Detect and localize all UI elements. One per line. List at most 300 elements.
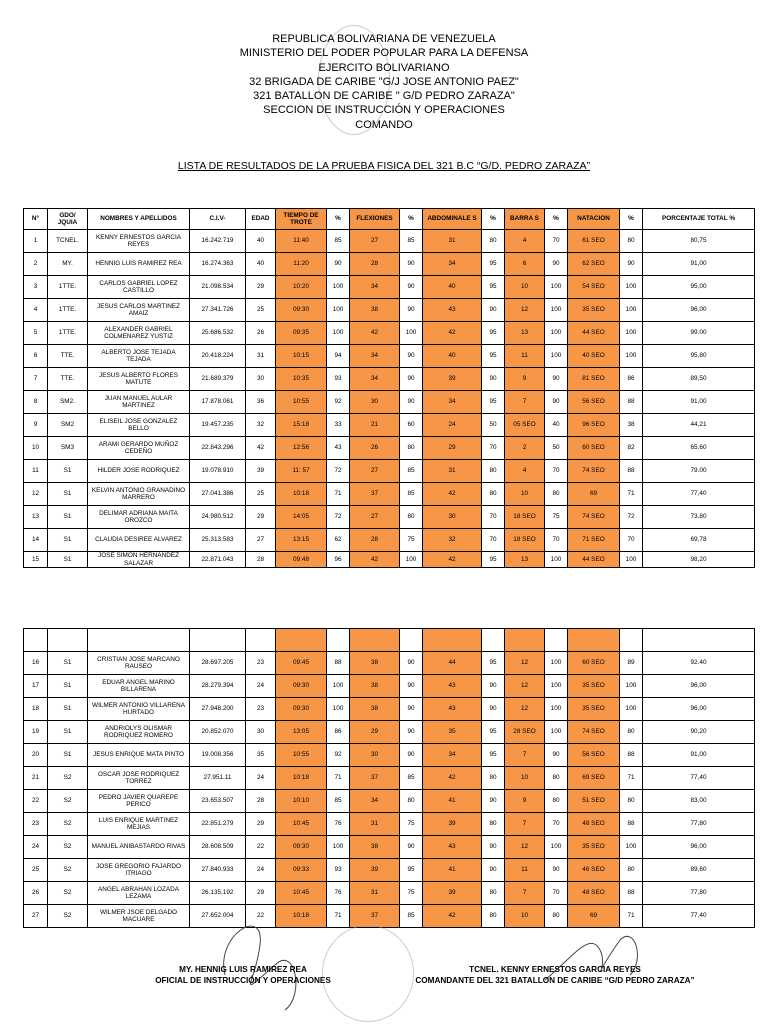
cell-situps: 34 — [423, 253, 482, 276]
cell-total-pct: 77,80 — [643, 882, 755, 905]
cell-swim: 44 SEO — [568, 322, 620, 345]
cell-pullups-pct: 70 — [545, 460, 568, 483]
cell-situps-pct: 80 — [482, 882, 505, 905]
cell-civ: 22.843.296 — [190, 437, 246, 460]
cell-pushups: 38 — [350, 675, 400, 698]
cell-swim: 69 SEO — [568, 767, 620, 790]
cell-pullups-pct: 100 — [545, 299, 568, 322]
cell-no: 8 — [24, 391, 48, 414]
cell-situps: 34 — [423, 391, 482, 414]
cell-age: 36 — [246, 391, 276, 414]
cell-pushups: 26 — [350, 437, 400, 460]
cell-pullups: 9 — [505, 790, 545, 813]
signer-role-right: COMANDANTE DEL 321 BATALLON DE CARIBE “G/D PEDRO ZARAZA” — [415, 975, 695, 985]
cell-pushups-pct: 80 — [400, 790, 423, 813]
cell-age: 24 — [246, 859, 276, 882]
cell-civ: 17.878.061 — [190, 391, 246, 414]
cell-pushups: 27 — [350, 230, 400, 253]
cell-swim-pct: 38 — [620, 414, 643, 437]
header-run-pct: % — [327, 209, 350, 230]
cell-swim-pct: 100 — [620, 675, 643, 698]
cell-swim-pct: 80 — [620, 230, 643, 253]
cell-rank: S1 — [48, 529, 88, 552]
cell-pullups-pct: 70 — [545, 230, 568, 253]
cell-run-pct: 94 — [327, 345, 350, 368]
cell-name: WILMER ANTONIO VILLARENA HURTADO — [88, 698, 190, 721]
cell-situps: 42 — [423, 322, 482, 345]
cell-civ: 22.851.279 — [190, 813, 246, 836]
header-civ: C.I.V- — [190, 209, 246, 230]
cell-swim: 81 SEO — [568, 368, 620, 391]
cell-swim: 60 SEO — [568, 437, 620, 460]
cell-situps-pct: 90 — [482, 859, 505, 882]
cell-pullups: 7 — [505, 391, 545, 414]
table-row — [24, 437, 755, 460]
cell-run-pct: 76 — [327, 882, 350, 905]
cell-pushups: 29 — [350, 721, 400, 744]
table-row — [24, 767, 755, 790]
cell-situps-pct: 95 — [482, 744, 505, 767]
cell-civ: 19.078.910 — [190, 460, 246, 483]
header-empty-cell — [423, 629, 482, 652]
cell-no: 27 — [24, 905, 48, 928]
cell-situps: 39 — [423, 368, 482, 391]
cell-total-pct: 69,78 — [643, 529, 755, 552]
cell-name: JOSE SIMON HERNANDEZ SALAZAR — [88, 552, 190, 568]
table-row — [24, 744, 755, 767]
table-row — [24, 391, 755, 414]
table-row — [24, 529, 755, 552]
cell-pushups-pct: 90 — [400, 744, 423, 767]
cell-situps: 32 — [423, 529, 482, 552]
cell-no: 10 — [24, 437, 48, 460]
cell-pullups: 7 — [505, 744, 545, 767]
cell-situps-pct: 95 — [482, 276, 505, 299]
cell-swim-pct: 71 — [620, 905, 643, 928]
header-empty-cell — [190, 629, 246, 652]
cell-civ: 27.652.004 — [190, 905, 246, 928]
header-swim-pct: % — [620, 209, 643, 230]
cell-situps: 29 — [423, 437, 482, 460]
cell-situps: 24 — [423, 414, 482, 437]
cell-pullups: 12 — [505, 675, 545, 698]
cell-run-time: 09:45 — [276, 652, 327, 675]
cell-situps-pct: 70 — [482, 529, 505, 552]
cell-pullups: 11 — [505, 859, 545, 882]
cell-run-pct: 100 — [327, 276, 350, 299]
cell-swim-pct: 71 — [620, 767, 643, 790]
cell-pushups-pct: 95 — [400, 859, 423, 882]
cell-pushups: 34 — [350, 790, 400, 813]
cell-pushups: 39 — [350, 859, 400, 882]
cell-pullups: 12 — [505, 299, 545, 322]
cell-pushups-pct: 90 — [400, 345, 423, 368]
cell-swim-pct: 88 — [620, 460, 643, 483]
cell-swim: 35 SEO — [568, 675, 620, 698]
table-header-row-empty — [24, 629, 755, 652]
cell-age: 25 — [246, 299, 276, 322]
header-line: 32 BRIGADA DE CARIBE "G/J JOSE ANTONIO PAEZ" — [249, 75, 519, 88]
header-empty-cell — [400, 629, 423, 652]
header-empty-cell — [505, 629, 545, 652]
cell-swim-pct: 89 — [620, 652, 643, 675]
cell-swim: 62 SEO — [568, 253, 620, 276]
cell-swim: 56 SEO — [568, 744, 620, 767]
table-row — [24, 698, 755, 721]
cell-situps-pct: 95 — [482, 552, 505, 568]
cell-no: 1 — [24, 230, 48, 253]
cell-swim-pct: 70 — [620, 529, 643, 552]
cell-pushups: 38 — [350, 652, 400, 675]
header-pushups: FLEXIONES — [350, 209, 400, 230]
cell-pushups: 31 — [350, 813, 400, 836]
header-empty-cell — [643, 629, 755, 652]
cell-no: 3 — [24, 276, 48, 299]
cell-pushups-pct: 85 — [400, 460, 423, 483]
cell-situps-pct: 90 — [482, 368, 505, 391]
cell-swim: 96 SEO — [568, 414, 620, 437]
cell-swim: 48 SEO — [568, 813, 620, 836]
header-line: EJERCITO BOLIVARIANO — [318, 61, 450, 74]
cell-age: 23 — [246, 698, 276, 721]
header-empty-cell — [48, 629, 88, 652]
header-name: NOMBRES Y APELLIDOS — [88, 209, 190, 230]
cell-swim: 71 SEO — [568, 529, 620, 552]
cell-run-time: 09:30 — [276, 299, 327, 322]
cell-total-pct: 90,20 — [643, 721, 755, 744]
cell-swim-pct: 88 — [620, 813, 643, 836]
cell-swim-pct: 100 — [620, 299, 643, 322]
cell-swim-pct: 80 — [620, 790, 643, 813]
cell-age: 31 — [246, 345, 276, 368]
cell-pullups: 12 — [505, 698, 545, 721]
cell-pullups: 12 — [505, 652, 545, 675]
header-pullups-pct: % — [545, 209, 568, 230]
cell-name: MANUEL ANIBASTARDO RIVAS — [88, 836, 190, 859]
signer-role-left: OFICIAL DE INSTRUCCIÓN Y OPERACIONES — [155, 975, 331, 985]
cell-pushups-pct: 80 — [400, 506, 423, 529]
cell-age: 24 — [246, 767, 276, 790]
cell-pushups: 37 — [350, 767, 400, 790]
cell-run-pct: 92 — [327, 391, 350, 414]
cell-pullups: 28 SEO — [505, 721, 545, 744]
header-no: N° — [24, 209, 48, 230]
cell-pullups-pct: 90 — [545, 253, 568, 276]
cell-pullups-pct: 100 — [545, 675, 568, 698]
cell-no: 25 — [24, 859, 48, 882]
cell-rank: S2 — [48, 790, 88, 813]
cell-run-time: 13:05 — [276, 721, 327, 744]
cell-pullups: 18 SEO — [505, 529, 545, 552]
cell-situps: 31 — [423, 230, 482, 253]
cell-no: 16 — [24, 652, 48, 675]
cell-situps-pct: 80 — [482, 460, 505, 483]
cell-run-pct: 33 — [327, 414, 350, 437]
cell-pullups-pct: 100 — [545, 552, 568, 568]
cell-civ: 28.608.509 — [190, 836, 246, 859]
cell-swim: 61 SEO — [568, 230, 620, 253]
cell-age: 27 — [246, 529, 276, 552]
cell-situps-pct: 80 — [482, 813, 505, 836]
cell-situps: 40 — [423, 276, 482, 299]
results-table-2 — [23, 628, 755, 928]
cell-no: 26 — [24, 882, 48, 905]
cell-situps: 43 — [423, 836, 482, 859]
cell-total-pct: 91,00 — [643, 744, 755, 767]
cell-run-time: 10:18 — [276, 483, 327, 506]
cell-no: 13 — [24, 506, 48, 529]
cell-civ: 25.313.583 — [190, 529, 246, 552]
cell-pullups-pct: 80 — [545, 905, 568, 928]
cell-pullups-pct: 100 — [545, 345, 568, 368]
table-row — [24, 230, 755, 253]
cell-pushups: 38 — [350, 698, 400, 721]
header-rank: GDO/ JQUIA — [48, 209, 88, 230]
cell-rank: 1TTE. — [48, 299, 88, 322]
cell-no: 7 — [24, 368, 48, 391]
cell-situps-pct: 95 — [482, 345, 505, 368]
cell-pullups: 2 — [505, 437, 545, 460]
header-line: COMANDO — [355, 118, 413, 131]
cell-pushups-pct: 90 — [400, 276, 423, 299]
table-row — [24, 483, 755, 506]
cell-rank: S1 — [48, 483, 88, 506]
cell-pullups-pct: 90 — [545, 368, 568, 391]
cell-name: CLAUDIA DESIREE ALVAREZ — [88, 529, 190, 552]
cell-run-time: 09:30 — [276, 675, 327, 698]
cell-age: 42 — [246, 437, 276, 460]
cell-run-pct: 93 — [327, 368, 350, 391]
table-row — [24, 253, 755, 276]
cell-situps-pct: 95 — [482, 721, 505, 744]
cell-rank: S2 — [48, 813, 88, 836]
header-empty-cell — [88, 629, 190, 652]
cell-pullups: 10 — [505, 276, 545, 299]
cell-swim-pct: 80 — [620, 859, 643, 882]
cell-pushups: 38 — [350, 299, 400, 322]
table-row — [24, 905, 755, 928]
cell-situps-pct: 50 — [482, 414, 505, 437]
table-row — [24, 506, 755, 529]
cell-pullups-pct: 70 — [545, 813, 568, 836]
table-row — [24, 652, 755, 675]
cell-pullups-pct: 70 — [545, 882, 568, 905]
cell-name: ANDRIOLYS OLISMAR RODRIQUEZ ROMERO — [88, 721, 190, 744]
cell-pullups-pct: 80 — [545, 483, 568, 506]
header-empty-cell — [350, 629, 400, 652]
cell-civ: 16.242.719 — [190, 230, 246, 253]
cell-situps-pct: 70 — [482, 506, 505, 529]
cell-pushups: 34 — [350, 276, 400, 299]
cell-run-pct: 100 — [327, 299, 350, 322]
cell-swim-pct: 82 — [620, 437, 643, 460]
cell-total-pct: 83,00 — [643, 790, 755, 813]
cell-pushups: 34 — [350, 345, 400, 368]
cell-rank: TTE. — [48, 345, 88, 368]
cell-rank: S1 — [48, 675, 88, 698]
cell-rank: S2 — [48, 859, 88, 882]
header-pullups: BARRA S — [505, 209, 545, 230]
header-run-time: TIEMPO DE TROTE — [276, 209, 327, 230]
table-row — [24, 322, 755, 345]
header-situps-pct: % — [482, 209, 505, 230]
cell-civ: 23.653.507 — [190, 790, 246, 813]
cell-total-pct: 91,00 — [643, 391, 755, 414]
cell-age: 39 — [246, 460, 276, 483]
cell-no: 14 — [24, 529, 48, 552]
cell-run-pct: 100 — [327, 675, 350, 698]
cell-run-time: 10:15 — [276, 345, 327, 368]
cell-pushups-pct: 90 — [400, 652, 423, 675]
cell-run-time: 10:55 — [276, 744, 327, 767]
cell-rank: SM3 — [48, 437, 88, 460]
cell-no: 11 — [24, 460, 48, 483]
cell-run-pct: 100 — [327, 322, 350, 345]
cell-pushups-pct: 75 — [400, 813, 423, 836]
cell-total-pct: 89,60 — [643, 859, 755, 882]
table-row — [24, 345, 755, 368]
cell-swim: 69 — [568, 483, 620, 506]
cell-no: 6 — [24, 345, 48, 368]
cell-situps-pct: 90 — [482, 698, 505, 721]
cell-swim: 74 SEO — [568, 721, 620, 744]
cell-situps-pct: 90 — [482, 675, 505, 698]
cell-situps-pct: 80 — [482, 905, 505, 928]
cell-pullups-pct: 100 — [545, 721, 568, 744]
cell-total-pct: 79.00 — [643, 460, 755, 483]
cell-no: 15 — [24, 552, 48, 568]
cell-pushups: 27 — [350, 460, 400, 483]
cell-run-time: 09:30 — [276, 836, 327, 859]
cell-situps: 40 — [423, 345, 482, 368]
cell-swim: 56 SEO — [568, 391, 620, 414]
cell-pushups: 28 — [350, 253, 400, 276]
cell-run-pct: 93 — [327, 859, 350, 882]
cell-age: 23 — [246, 652, 276, 675]
cell-name: JESUS ENRIQUE MATA PINTO — [88, 744, 190, 767]
cell-situps-pct: 95 — [482, 322, 505, 345]
cell-swim: 51 SEO — [568, 790, 620, 813]
cell-run-pct: 43 — [327, 437, 350, 460]
header-age: EDAD — [246, 209, 276, 230]
cell-swim-pct: 100 — [620, 322, 643, 345]
cell-swim: 35 SEO — [568, 299, 620, 322]
cell-pushups-pct: 85 — [400, 905, 423, 928]
cell-total-pct: 91,00 — [643, 253, 755, 276]
cell-no: 2 — [24, 253, 48, 276]
signature-block-right — [385, 965, 725, 986]
cell-pushups: 34 — [350, 368, 400, 391]
cell-pushups-pct: 85 — [400, 483, 423, 506]
header-empty-cell — [246, 629, 276, 652]
cell-pushups-pct: 90 — [400, 391, 423, 414]
cell-civ: 28.697.205 — [190, 652, 246, 675]
cell-pushups-pct: 60 — [400, 414, 423, 437]
cell-situps: 30 — [423, 506, 482, 529]
cell-pushups-pct: 90 — [400, 253, 423, 276]
cell-run-pct: 88 — [327, 652, 350, 675]
cell-situps: 42 — [423, 767, 482, 790]
cell-situps: 43 — [423, 698, 482, 721]
cell-pushups-pct: 85 — [400, 767, 423, 790]
cell-age: 29 — [246, 506, 276, 529]
header-line: REPUBLICA BOLIVARIANA DE VENEZUELA — [272, 33, 496, 45]
cell-civ: 19.457.235 — [190, 414, 246, 437]
cell-pushups: 42 — [350, 552, 400, 568]
cell-no: 5 — [24, 322, 48, 345]
table-header-row — [24, 209, 755, 230]
cell-situps: 42 — [423, 483, 482, 506]
cell-pullups: 12 — [505, 836, 545, 859]
cell-civ: 20.418.224 — [190, 345, 246, 368]
table-row — [24, 882, 755, 905]
cell-swim-pct: 88 — [620, 744, 643, 767]
cell-pullups-pct: 100 — [545, 698, 568, 721]
cell-name: ALEXANDER GABRIEL COLMENAREZ YUSTIZ — [88, 322, 190, 345]
results-table-1 — [23, 208, 755, 568]
cell-run-pct: 100 — [327, 698, 350, 721]
cell-rank: SM2. — [48, 391, 88, 414]
cell-rank: S1 — [48, 460, 88, 483]
cell-pullups-pct: 100 — [545, 322, 568, 345]
cell-situps-pct: 90 — [482, 836, 505, 859]
cell-swim-pct: 88 — [620, 882, 643, 905]
cell-situps: 35 — [423, 721, 482, 744]
cell-pullups: 13 — [505, 552, 545, 568]
table-row — [24, 552, 755, 568]
cell-run-time: 13:15 — [276, 529, 327, 552]
table-row — [24, 460, 755, 483]
cell-situps-pct: 95 — [482, 253, 505, 276]
cell-situps: 42 — [423, 552, 482, 568]
cell-run-time: 10:18 — [276, 905, 327, 928]
cell-rank: S2 — [48, 882, 88, 905]
cell-civ: 25.686.532 — [190, 322, 246, 345]
cell-total-pct: 96,00 — [643, 836, 755, 859]
cell-pullups-pct: 80 — [545, 790, 568, 813]
cell-name: ALBERTO JOSE TEJADA TEJADA — [88, 345, 190, 368]
header-empty-cell — [620, 629, 643, 652]
cell-name: EDUAR ANGEL MARINO BILLARENA — [88, 675, 190, 698]
cell-name: CRISTIAN JOSE MARCANO RAUSEO — [88, 652, 190, 675]
document-header — [0, 32, 768, 132]
cell-swim: 46 SEO — [568, 859, 620, 882]
cell-total-pct: 77,40 — [643, 483, 755, 506]
cell-pushups: 42 — [350, 322, 400, 345]
cell-total-pct: 96,00 — [643, 698, 755, 721]
cell-civ: 27.041.386 — [190, 483, 246, 506]
cell-civ: 27.341.726 — [190, 299, 246, 322]
cell-pullups: 05 SEO — [505, 414, 545, 437]
cell-age: 24 — [246, 675, 276, 698]
cell-age: 22 — [246, 836, 276, 859]
table-row — [24, 836, 755, 859]
cell-pushups: 30 — [350, 391, 400, 414]
cell-pushups-pct: 90 — [400, 698, 423, 721]
cell-civ: 21.098.534 — [190, 276, 246, 299]
table-row — [24, 414, 755, 437]
cell-swim: 48 SEO — [568, 882, 620, 905]
cell-no: 4 — [24, 299, 48, 322]
cell-pullups-pct: 90 — [545, 391, 568, 414]
cell-no: 19 — [24, 721, 48, 744]
cell-no: 18 — [24, 698, 48, 721]
cell-swim-pct: 90 — [620, 253, 643, 276]
cell-run-time: 12:56 — [276, 437, 327, 460]
table-row — [24, 276, 755, 299]
cell-situps-pct: 80 — [482, 767, 505, 790]
cell-pullups-pct: 70 — [545, 529, 568, 552]
